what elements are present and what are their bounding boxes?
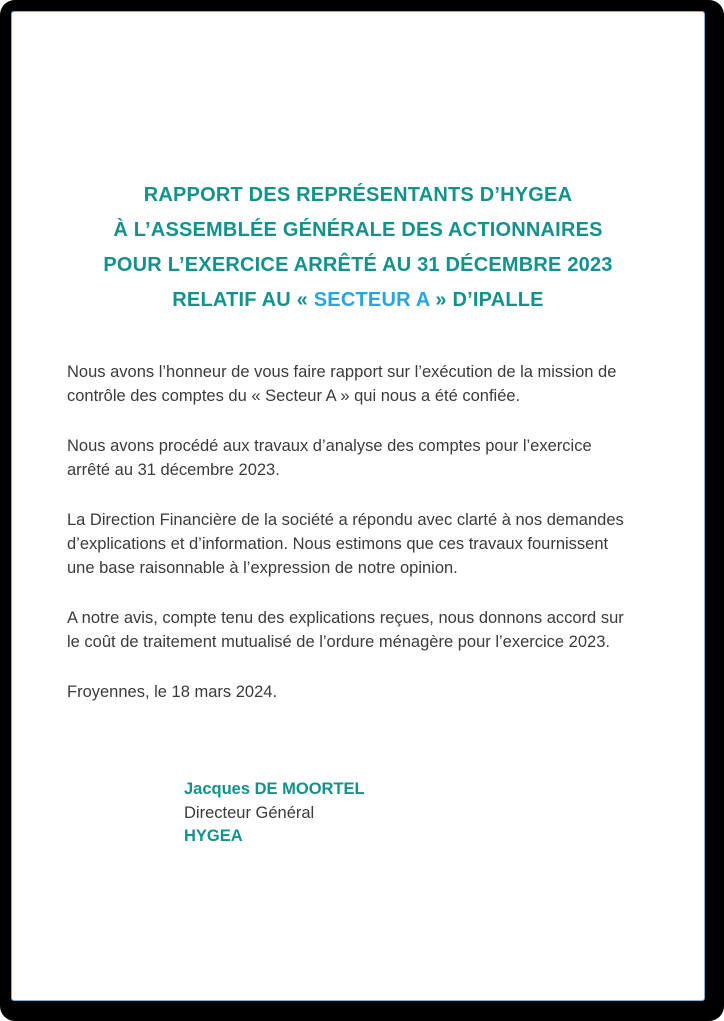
title-line-4 — [12, 283, 704, 318]
signature-name: Jacques DE MOORTEL — [184, 780, 365, 798]
paragraph-intro: Nous avons l’honneur de vous faire rapport sur l’exécution de la mission de contrôle des comptes du « Secteur A » qui nous a été confiée. — [67, 363, 617, 405]
signature-block — [184, 778, 649, 849]
title-line-4-suffix: » D’IPALLE — [429, 289, 544, 311]
title-line-2: À L’ASSEMBLÉE GÉNÉRALE DES ACTIONNAIRES — [113, 219, 603, 241]
date-line: Froyennes, le 18 mars 2024. — [67, 683, 278, 701]
document-page — [11, 11, 705, 1001]
title-line-1: RAPPORT DES REPRÉSENTANTS D’HYGEA — [143, 184, 573, 206]
title-line-3: POUR L’EXERCICE ARRÊTÉ AU 31 DÉCEMBRE 2023 — [103, 254, 613, 276]
signature-company: HYGEA — [184, 827, 243, 845]
title-line-4-prefix: RELATIF AU « — [172, 289, 314, 311]
report-title — [12, 178, 704, 318]
paragraph-opinion: A notre avis, compte tenu des explications reçues, nous donnons accord sur le coût de traitement mutualisé de l’ordure ménagère pour l’exercice 2023. — [67, 609, 624, 651]
paragraph-works: Nous avons procédé aux travaux d’analyse des comptes pour l’exercice arrêté au 31 décembre 2023. — [67, 437, 592, 479]
title-sector-highlight: SECTEUR A — [313, 289, 430, 311]
report-body — [12, 360, 704, 849]
signature-role: Directeur Général — [184, 803, 315, 822]
paragraph-direction: La Direction Financière de la société a répondu avec clarté à nos demandes d’explications et d’information. Nous estimons que ces travaux fournissent une base raisonnable à l’expression de notre opinion. — [67, 511, 624, 577]
